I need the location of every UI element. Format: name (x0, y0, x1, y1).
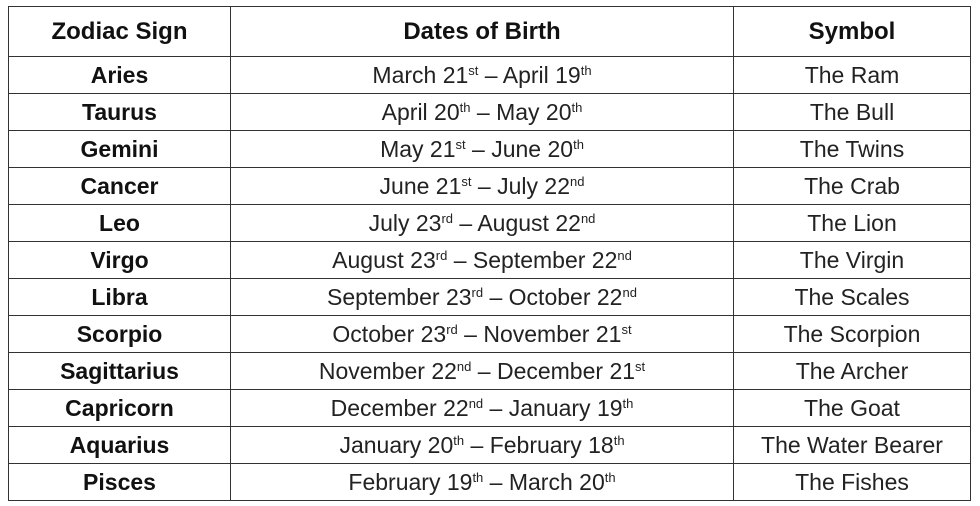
dates-cell (231, 94, 734, 131)
zodiac-sign-cell: Libra (9, 279, 231, 316)
end-date: October 22 (508, 283, 623, 310)
end-ordinal: st (621, 321, 632, 337)
dates-cell (231, 168, 734, 205)
end-ordinal: th (580, 62, 592, 78)
end-date: April 19 (502, 61, 581, 88)
table-row (9, 168, 971, 205)
start-ordinal: rd (435, 247, 448, 263)
zodiac-sign-cell: Scorpio (9, 316, 231, 353)
zodiac-sign-cell: Gemini (9, 131, 231, 168)
dates-cell (231, 205, 734, 242)
symbol-cell: The Lion (734, 205, 971, 242)
table-row (9, 94, 971, 131)
table-row (9, 57, 971, 94)
end-ordinal: nd (617, 247, 632, 263)
start-ordinal: nd (456, 358, 472, 374)
symbol-cell: The Goat (734, 390, 971, 427)
table-row (9, 205, 971, 242)
end-date: March 20 (508, 468, 605, 495)
end-date: May 20 (496, 98, 572, 125)
table-row (9, 316, 971, 353)
start-ordinal: th (472, 469, 484, 485)
range-separator: – (470, 98, 497, 125)
start-date: August 23 (332, 246, 436, 273)
range-separator: – (457, 320, 484, 347)
dates-cell (231, 57, 734, 94)
dates-cell (231, 390, 734, 427)
zodiac-table-container (8, 6, 970, 501)
start-ordinal: st (455, 136, 466, 152)
range-separator: – (453, 209, 478, 236)
end-ordinal: th (613, 432, 625, 448)
end-ordinal: nd (569, 173, 585, 189)
start-ordinal: st (461, 173, 472, 189)
end-ordinal: nd (622, 284, 637, 300)
dates-cell (231, 316, 734, 353)
zodiac-sign-cell: Aquarius (9, 427, 231, 464)
start-date: December 22 (330, 394, 469, 421)
end-ordinal: th (604, 469, 616, 485)
start-ordinal: rd (441, 210, 454, 226)
end-date: November 21 (483, 320, 622, 347)
symbol-cell: The Ram (734, 57, 971, 94)
dates-cell (231, 279, 734, 316)
header-symbol: Symbol (734, 7, 971, 57)
end-ordinal: st (635, 358, 646, 374)
dates-cell (231, 427, 734, 464)
start-date: May 21 (380, 135, 456, 162)
start-ordinal: st (468, 62, 479, 78)
start-date: June 21 (379, 172, 462, 199)
end-date: August 22 (477, 209, 581, 236)
end-date: January 19 (508, 394, 623, 421)
start-date: September 23 (327, 283, 472, 310)
zodiac-sign-cell: Capricorn (9, 390, 231, 427)
start-ordinal: rd (446, 321, 458, 337)
range-separator: – (471, 357, 497, 384)
end-date: February 18 (489, 431, 614, 458)
start-date: March 21 (372, 61, 469, 88)
range-separator: – (483, 283, 509, 310)
start-ordinal: rd (471, 284, 484, 300)
zodiac-sign-cell: Cancer (9, 168, 231, 205)
zodiac-sign-cell: Leo (9, 205, 231, 242)
start-ordinal: th (459, 99, 471, 115)
table-row (9, 464, 971, 501)
table-row (9, 279, 971, 316)
start-date: January 20 (339, 431, 454, 458)
end-date: December 21 (496, 357, 636, 384)
symbol-cell: The Scorpion (734, 316, 971, 353)
end-ordinal: th (573, 136, 584, 152)
start-ordinal: th (453, 432, 465, 448)
zodiac-sign-cell: Aries (9, 57, 231, 94)
table-row (9, 131, 971, 168)
table-row (9, 390, 971, 427)
symbol-cell: The Twins (734, 131, 971, 168)
range-separator: – (465, 135, 492, 162)
symbol-cell: The Water Bearer (734, 427, 971, 464)
dates-cell (231, 464, 734, 501)
range-separator: – (464, 431, 490, 458)
end-date: July 22 (497, 172, 570, 199)
zodiac-sign-cell: Pisces (9, 464, 231, 501)
end-date: June 20 (491, 135, 574, 162)
range-separator: – (471, 172, 498, 199)
symbol-cell: The Crab (734, 168, 971, 205)
zodiac-sign-cell: Sagittarius (9, 353, 231, 390)
table-row (9, 242, 971, 279)
zodiac-sign-cell: Virgo (9, 242, 231, 279)
start-date: November 22 (318, 357, 457, 384)
end-date: September 22 (472, 246, 618, 273)
start-date: July 23 (368, 209, 442, 236)
start-date: February 19 (348, 468, 473, 495)
symbol-cell: The Fishes (734, 464, 971, 501)
symbol-cell: The Bull (734, 94, 971, 131)
dates-cell (231, 353, 734, 390)
header-dates-of-birth: Dates of Birth (231, 7, 734, 57)
zodiac-sign-cell: Taurus (9, 94, 231, 131)
table-row (9, 427, 971, 464)
range-separator: – (483, 394, 509, 421)
dates-cell (231, 242, 734, 279)
dates-cell (231, 131, 734, 168)
start-date: April 20 (381, 98, 460, 125)
table-row (9, 353, 971, 390)
end-ordinal: th (622, 395, 634, 411)
range-separator: – (447, 246, 473, 273)
range-separator: – (483, 468, 509, 495)
symbol-cell: The Virgin (734, 242, 971, 279)
table-header-row (9, 7, 971, 57)
table-body (9, 57, 971, 501)
start-date: October 23 (332, 320, 447, 347)
zodiac-table (8, 6, 971, 501)
header-zodiac-sign: Zodiac Sign (9, 7, 231, 57)
end-ordinal: nd (580, 210, 596, 226)
start-ordinal: nd (468, 395, 484, 411)
range-separator: – (478, 61, 503, 88)
symbol-cell: The Archer (734, 353, 971, 390)
end-ordinal: th (571, 99, 583, 115)
symbol-cell: The Scales (734, 279, 971, 316)
